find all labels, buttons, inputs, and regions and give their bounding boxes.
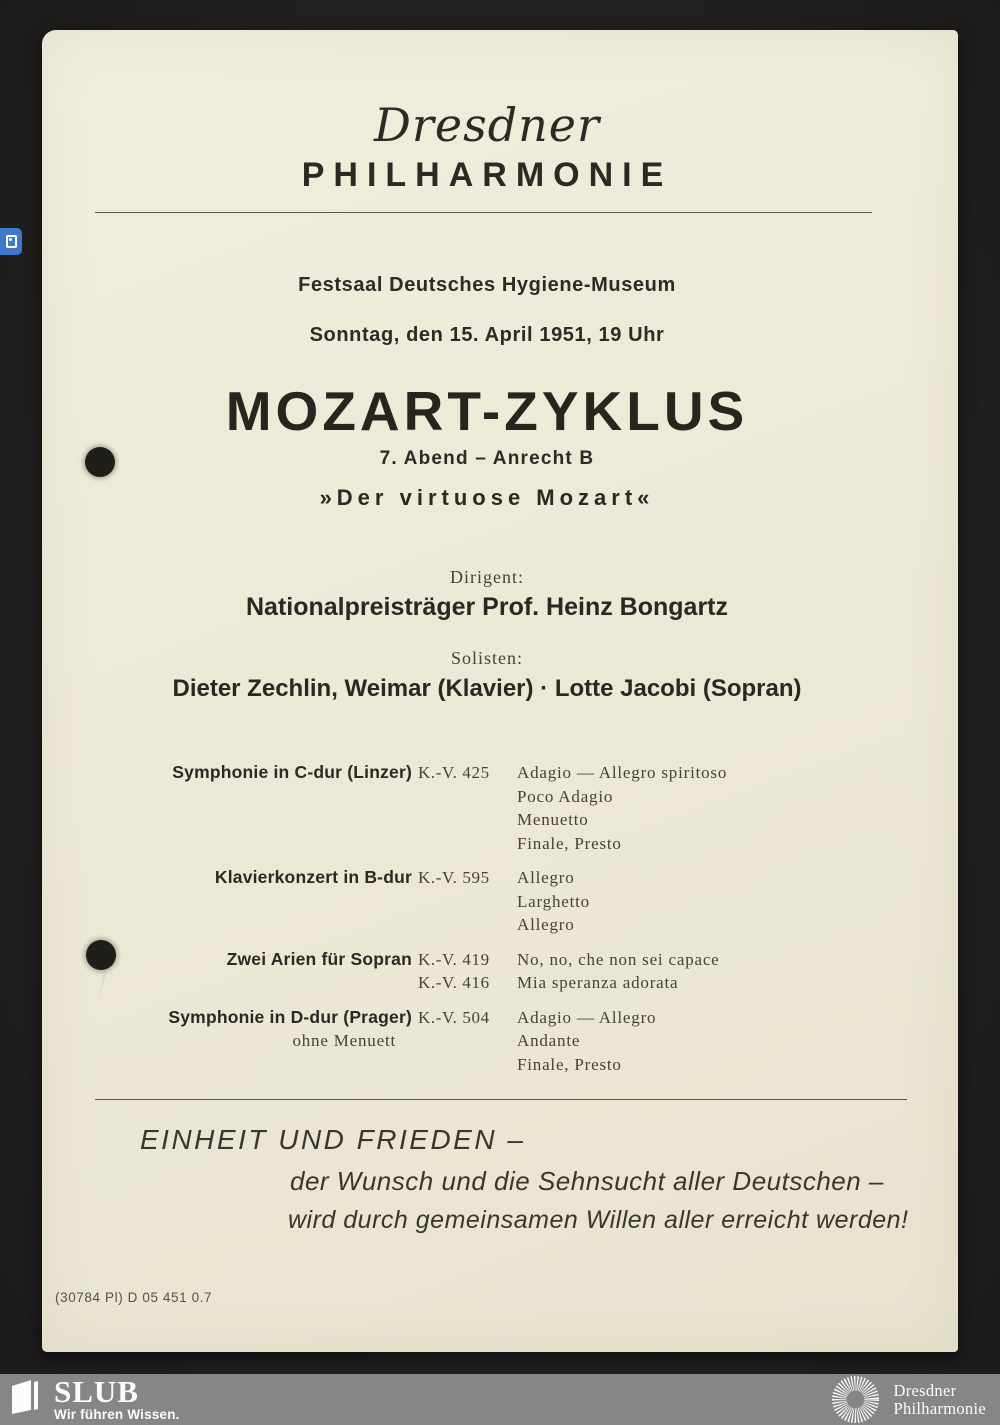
kv-number: K.-V. 416 (418, 973, 490, 992)
image-badge-icon (6, 235, 17, 248)
kv-numbers (412, 761, 500, 855)
book-icon (11, 1379, 45, 1415)
event-datetime: Sonntag, den 15. April 1951, 19 Uhr (309, 324, 665, 346)
series-title: MOZART-ZYKLUS (225, 380, 749, 442)
kv-number: K.-V. 504 (418, 1007, 490, 1027)
movement: Finale, Presto (517, 833, 622, 853)
paper-tear (96, 972, 106, 1005)
footer-rule (95, 1099, 907, 1100)
masthead-rule (95, 212, 872, 213)
viewer-footer-bar (0, 1374, 1000, 1425)
slub-name: SLUB (54, 1374, 139, 1409)
programme-list (150, 761, 727, 1076)
movement: Andante (517, 1031, 581, 1050)
programme-row (150, 761, 727, 855)
movement: Allegro (517, 868, 575, 887)
kv-number: K.-V. 419 (418, 949, 490, 969)
conductor-name: Nationalpreisträger Prof. Heinz Bongartz (245, 593, 729, 621)
work-title: Symphonie in C-dur (Linzer) (172, 762, 412, 782)
conductor-label: Dirigent: (450, 567, 524, 587)
philharmonie-name-line2: Philharmonie (893, 1398, 986, 1418)
series-subtitle: 7. Abend – Anrecht B (379, 448, 595, 469)
philharmonie-name-line1: Dresdner (893, 1380, 957, 1400)
movement: Larghetto (517, 891, 590, 911)
slogan-line-1: EINHEIT UND FRIEDEN – (140, 1124, 526, 1155)
movement: Menuetto (517, 810, 589, 829)
slogan-line-2: der Wunsch und die Sehnsucht aller Deutschen – (290, 1166, 884, 1196)
movement: No, no, che non sei capace (517, 949, 720, 969)
movement: Finale, Presto (517, 1054, 622, 1074)
philharmonie-logo[interactable] (831, 1375, 1000, 1424)
movement: Poco Adagio (517, 786, 614, 806)
venue: Festsaal Deutsches Hygiene-Museum (298, 274, 676, 296)
kv-numbers (412, 948, 500, 995)
scanned-programme-sheet (42, 30, 958, 1352)
slub-logo[interactable] (0, 1374, 180, 1422)
movement: Adagio — Allegro spiritoso (517, 763, 728, 782)
movements (500, 1006, 727, 1077)
programme-motto: »Der virtuose Mozart« (319, 485, 655, 510)
movements (500, 948, 727, 995)
hole-punch-bottom (86, 940, 116, 970)
kv-numbers (412, 866, 500, 937)
programme-row (150, 866, 727, 937)
work-title: Symphonie in D-dur (Prager) (168, 1006, 412, 1027)
work-title: Klavierkonzert in B-dur (214, 867, 412, 887)
movements (500, 866, 727, 937)
print-code: (30784 Pl) D 05 451 0.7 (55, 1290, 213, 1305)
movement: Allegro (517, 915, 575, 934)
viewer-badge[interactable] (0, 228, 22, 255)
kv-number: K.-V. 595 (418, 868, 490, 887)
kv-number: K.-V. 425 (418, 763, 490, 782)
movement: Mia speranza adorata (517, 973, 679, 992)
slogan-line-3: wird durch gemeinsamen Willen aller erreicht werden! (288, 1206, 909, 1234)
programme-row (150, 948, 727, 995)
sunburst-icon (831, 1375, 880, 1424)
programme-row (150, 1006, 727, 1077)
soloists-label: Solisten: (450, 648, 523, 668)
movement: Adagio — Allegro (517, 1007, 657, 1027)
work-title: Zwei Arien für Sopran (226, 948, 412, 969)
slub-tagline: Wir führen Wissen. (54, 1407, 180, 1422)
orchestra-title: PHILHARMONIE (301, 156, 673, 194)
soloists-names: Dieter Zechlin, Weimar (Klavier) · Lotte Jacobi (Sopran) (172, 675, 802, 702)
orchestra-script-title: Dresdner (374, 98, 600, 152)
kv-numbers (412, 1006, 500, 1077)
movements (500, 761, 727, 855)
work-note: ohne Menuett (292, 1031, 396, 1050)
